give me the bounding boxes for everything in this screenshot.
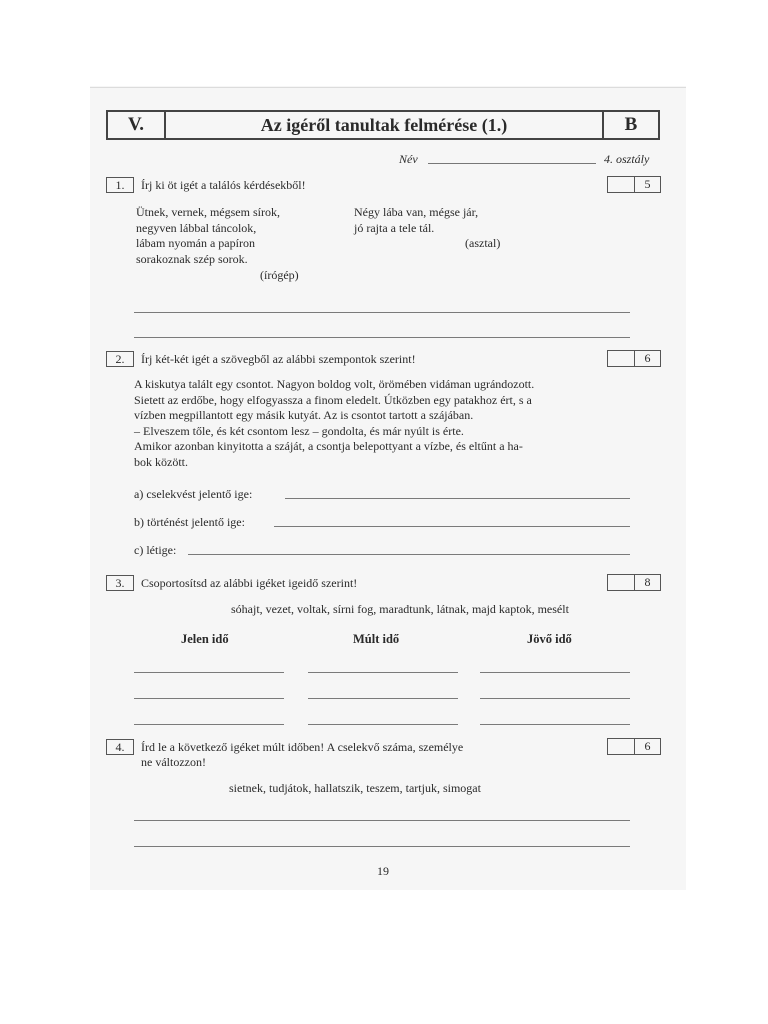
score-blank[interactable] [608, 739, 635, 754]
task-3-score-box [607, 574, 661, 591]
riddle-1-answer: (írógép) [260, 268, 299, 282]
worksheet-title: Az igéről tanultak felmérése (1.) [166, 112, 604, 138]
task-3-number: 3. [106, 575, 134, 591]
task-1-points: 5 [644, 177, 651, 191]
score-blank[interactable] [608, 351, 635, 366]
passage-line: bok között. [134, 454, 188, 469]
passage-line: vízben megpillantott egy másik kutyát. Az is csontot tartott a szájában. [134, 408, 474, 423]
answer-line[interactable] [134, 337, 630, 338]
riddle-line: Négy lába van, mégse jár, [354, 205, 479, 219]
task-2-number: 2. [106, 351, 134, 367]
column-future: Jövő idő [527, 632, 572, 646]
riddle-line: Ütnek, vernek, mégsem sírok, [136, 205, 280, 219]
task-1-number: 1. [106, 177, 134, 193]
passage-line: Sietett az erdőbe, hogy elfogyassza a finom eledelt. Útközben egy patakhoz ért, s a [134, 392, 532, 407]
column-past: Múlt idő [353, 632, 400, 646]
answer-line[interactable] [134, 698, 284, 699]
answer-line[interactable] [134, 724, 284, 725]
score-blank[interactable] [608, 575, 635, 590]
riddle-2-answer: (asztal) [465, 236, 501, 250]
riddle-line: sorakoznak szép sorok. [136, 251, 248, 266]
answer-line[interactable] [274, 526, 630, 527]
task-4-instruction [141, 740, 463, 770]
answer-line[interactable] [134, 846, 630, 847]
task-4-score-box [607, 738, 661, 755]
column-present: Jelen idő [181, 632, 229, 646]
riddle-line: lábam nyomán a papíron [136, 236, 255, 251]
worksheet-header [106, 110, 660, 140]
answer-line[interactable] [134, 672, 284, 673]
page-number: 19 [377, 864, 389, 878]
verb-list: sóhajt, vezet, voltak, sírni fog, maradtunk, látnak, majd kaptok, mesélt [231, 602, 569, 616]
answer-line[interactable] [308, 724, 458, 725]
version-letter: B [624, 114, 638, 135]
task-2-score-box [607, 350, 661, 367]
passage-line: – Elveszem tőle, és két csontom lesz – gondolta, és már nyúlt is érte. [134, 423, 464, 438]
answer-line[interactable] [134, 312, 630, 313]
task-1-score-box [607, 176, 661, 193]
instruction-line: ne változzon! [141, 755, 206, 769]
task-2-instruction: Írj két-két igét a szövegből az alábbi szempontok szerint! [141, 352, 416, 366]
task-4-number: 4. [106, 739, 134, 755]
score-blank[interactable] [608, 177, 635, 192]
prompt-existence-verb: c) létige: [134, 543, 177, 557]
story-passage [134, 377, 534, 471]
riddle-line: negyven lábbal táncolok, [136, 220, 257, 235]
answer-line[interactable] [134, 820, 630, 821]
riddle-1 [136, 205, 280, 267]
task-1-instruction: Írj ki öt igét a találós kérdésekből! [141, 178, 306, 192]
answer-line[interactable] [480, 724, 630, 725]
verb-list: sietnek, tudjátok, hallatszik, teszem, tartjuk, simogat [229, 781, 481, 795]
answer-line[interactable] [308, 698, 458, 699]
section-number: V. [108, 112, 166, 138]
prompt-event-verb: b) történést jelentő ige: [134, 515, 245, 529]
passage-line: A kiskutya talált egy csontot. Nagyon boldog volt, örömében vidáman ugrándozott. [134, 377, 535, 391]
passage-line: Amikor azonban kinyitotta a száját, a csontja belepottyant a vízbe, és eltűnt a ha- [134, 439, 523, 454]
task-3-instruction: Csoportosítsd az alábbi igéket igeidő szerint! [141, 576, 358, 590]
task-3-points: 8 [644, 575, 651, 589]
riddle-2 [354, 205, 478, 236]
page-top-edge [90, 87, 686, 88]
task-4-points: 6 [644, 739, 651, 753]
name-field-line[interactable] [428, 163, 596, 164]
instruction-line: Írd le a következő igéket múlt időben! A cselekvő száma, személye [141, 740, 464, 754]
answer-line[interactable] [188, 554, 630, 555]
grade-label: 4. osztály [604, 152, 650, 166]
answer-line[interactable] [308, 672, 458, 673]
name-label: Név [399, 152, 418, 166]
answer-line[interactable] [285, 498, 630, 499]
answer-line[interactable] [480, 698, 630, 699]
task-2-points: 6 [644, 351, 651, 365]
prompt-action-verb: a) cselekvést jelentő ige: [134, 487, 253, 501]
answer-line[interactable] [480, 672, 630, 673]
riddle-line: jó rajta a tele tál. [354, 220, 435, 235]
